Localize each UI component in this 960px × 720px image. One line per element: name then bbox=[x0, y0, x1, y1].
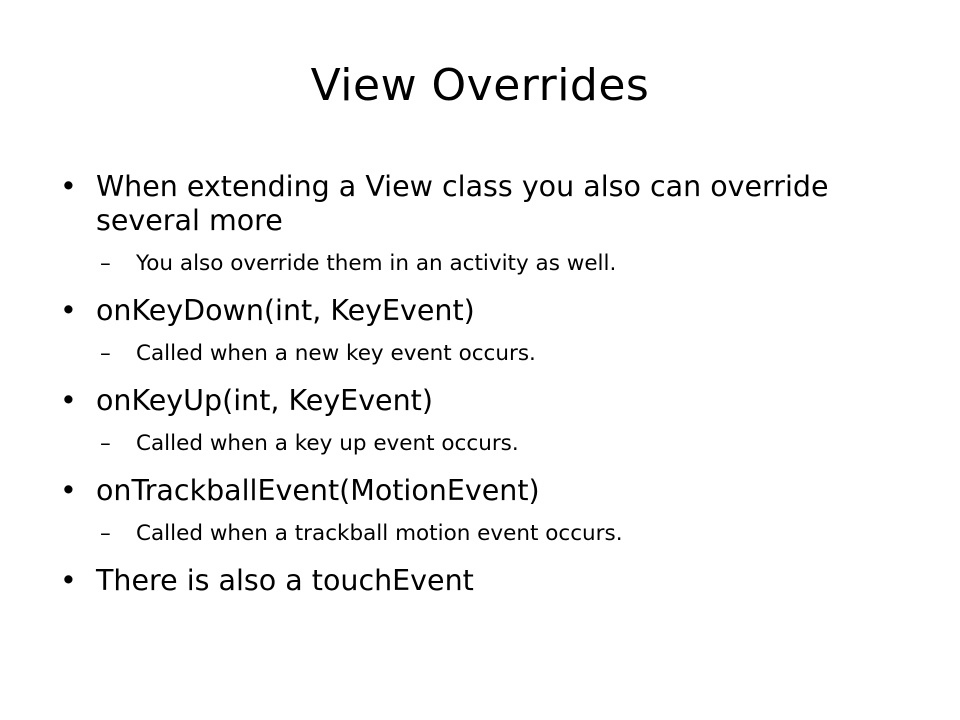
bullet-text: onKeyDown(int, KeyEvent) bbox=[96, 294, 475, 327]
bullet-icon: • bbox=[60, 564, 77, 597]
sub-bullet-text: You also override them in an activity as well. bbox=[136, 251, 617, 276]
sub-bullet-item bbox=[60, 340, 900, 368]
slide-body bbox=[60, 170, 900, 598]
bullet-icon: • bbox=[60, 294, 77, 327]
sub-bullet-text: Called when a key up event occurs. bbox=[136, 431, 519, 456]
bullet-text: When extending a View class you also can override several more bbox=[96, 170, 829, 237]
bullet-text: onKeyUp(int, KeyEvent) bbox=[96, 384, 433, 417]
dash-icon: – bbox=[100, 521, 111, 546]
bullet-icon: • bbox=[60, 170, 77, 203]
sub-bullet-item bbox=[60, 250, 900, 278]
bullet-icon: • bbox=[60, 474, 77, 507]
bullet-item bbox=[60, 170, 900, 238]
sub-bullet-item bbox=[60, 430, 900, 458]
bullet-text: There is also a touchEvent bbox=[96, 564, 474, 597]
bullet-icon: • bbox=[60, 384, 77, 417]
bullet-item bbox=[60, 384, 900, 418]
sub-bullet-text: Called when a trackball motion event occurs. bbox=[136, 521, 623, 546]
bullet-item bbox=[60, 294, 900, 328]
bullet-text: onTrackballEvent(MotionEvent) bbox=[96, 474, 540, 507]
bullet-item bbox=[60, 474, 900, 508]
dash-icon: – bbox=[100, 341, 111, 366]
slide-title: View Overrides bbox=[310, 60, 650, 111]
dash-icon: – bbox=[100, 431, 111, 456]
sub-bullet-text: Called when a new key event occurs. bbox=[136, 341, 536, 366]
bullet-item bbox=[60, 564, 900, 598]
sub-bullet-item bbox=[60, 520, 900, 548]
dash-icon: – bbox=[100, 251, 111, 276]
